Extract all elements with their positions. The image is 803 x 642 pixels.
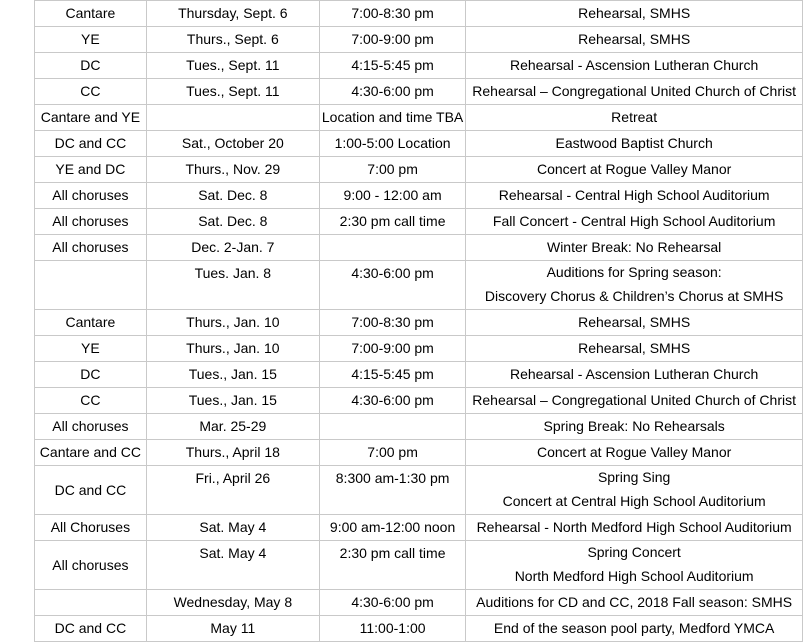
date-cell — [146, 105, 319, 131]
date-cell: Sat. May 4 — [146, 541, 319, 590]
event-cell — [466, 541, 803, 590]
table-row — [35, 261, 803, 310]
table-row — [35, 53, 803, 79]
table-row — [35, 157, 803, 183]
group-cell: All choruses — [35, 183, 147, 209]
time-cell: 9:00 am-12:00 noon — [319, 515, 465, 541]
time-cell: 8:300 am-1:30 pm — [319, 466, 465, 515]
time-cell: 4:30-6:00 pm — [319, 590, 465, 616]
time-cell: 7:00-8:30 pm — [319, 1, 465, 27]
date-cell: Tues. Jan. 8 — [146, 261, 319, 310]
event-line-2: Discovery Chorus & Children’s Chorus at SMHS — [484, 288, 784, 304]
event-cell: Concert at Rogue Valley Manor — [466, 440, 803, 466]
group-cell: YE and DC — [35, 157, 147, 183]
event-cell: Rehearsal - Ascension Lutheran Church — [466, 53, 803, 79]
group-cell: YE — [35, 27, 147, 53]
time-cell: 4:30-6:00 pm — [319, 388, 465, 414]
event-line-2: North Medford High School Auditorium — [514, 568, 754, 584]
group-cell: Cantare — [35, 1, 147, 27]
group-cell: CC — [35, 79, 147, 105]
date-cell: Fri., April 26 — [146, 466, 319, 515]
date-cell: Thurs., Jan. 10 — [146, 336, 319, 362]
table-row — [35, 362, 803, 388]
table-row — [35, 515, 803, 541]
group-cell — [35, 590, 147, 616]
table-row — [35, 235, 803, 261]
group-cell: Cantare and YE — [35, 105, 147, 131]
event-cell: Fall Concert - Central High School Auditorium — [466, 209, 803, 235]
event-cell: Rehearsal – Congregational United Church of Christ — [466, 79, 803, 105]
date-cell: Tues., Sept. 11 — [146, 79, 319, 105]
date-cell: May 11 — [146, 616, 319, 642]
time-cell: 2:30 pm call time — [319, 209, 465, 235]
time-cell: Location and time TBA — [319, 105, 465, 131]
group-cell: DC and CC — [35, 616, 147, 642]
date-cell: Wednesday, May 8 — [146, 590, 319, 616]
event-cell: Eastwood Baptist Church — [466, 131, 803, 157]
event-cell: Winter Break: No Rehearsal — [466, 235, 803, 261]
table-row — [35, 388, 803, 414]
table-row — [35, 105, 803, 131]
table-row — [35, 616, 803, 642]
time-cell: 2:30 pm call time — [319, 541, 465, 590]
event-cell: Rehearsal – Congregational United Church of Christ — [466, 388, 803, 414]
group-cell: All choruses — [35, 541, 147, 590]
event-cell — [466, 466, 803, 515]
time-cell: 7:00-9:00 pm — [319, 336, 465, 362]
date-cell: Tues., Jan. 15 — [146, 388, 319, 414]
group-cell: All choruses — [35, 235, 147, 261]
group-cell: All choruses — [35, 414, 147, 440]
table-row — [35, 131, 803, 157]
time-cell — [319, 235, 465, 261]
date-cell: Tues., Jan. 15 — [146, 362, 319, 388]
group-cell: Cantare and CC — [35, 440, 147, 466]
event-cell: Concert at Rogue Valley Manor — [466, 157, 803, 183]
event-cell: End of the season pool party, Medford YMCA — [466, 616, 803, 642]
schedule-body — [35, 0, 803, 642]
group-cell: DC — [35, 362, 147, 388]
event-line-1: Auditions for Spring season: — [546, 264, 722, 280]
table-row — [35, 590, 803, 616]
event-cell: Rehearsal - Central High School Auditorium — [466, 183, 803, 209]
event-line-1: Spring Sing — [597, 469, 671, 485]
event-cell: Rehearsal - Ascension Lutheran Church — [466, 362, 803, 388]
table-row — [35, 79, 803, 105]
table-row — [35, 541, 803, 590]
table-row — [35, 414, 803, 440]
group-cell: YE — [35, 336, 147, 362]
table-row — [35, 466, 803, 515]
time-cell: 4:15-5:45 pm — [319, 362, 465, 388]
group-cell: All Choruses — [35, 515, 147, 541]
group-cell: CC — [35, 388, 147, 414]
date-cell: Thurs., Sept. 6 — [146, 27, 319, 53]
time-cell: 1:00-5:00 Location — [319, 131, 465, 157]
group-cell: All choruses — [35, 209, 147, 235]
time-cell: 9:00 - 12:00 am — [319, 183, 465, 209]
table-row — [35, 1, 803, 27]
table-row — [35, 27, 803, 53]
event-cell: Rehearsal, SMHS — [466, 1, 803, 27]
group-cell: DC and CC — [35, 131, 147, 157]
event-cell — [466, 261, 803, 310]
table-row — [35, 183, 803, 209]
event-cell: Spring Break: No Rehearsals — [466, 414, 803, 440]
table-row — [35, 310, 803, 336]
event-cell: Retreat — [466, 105, 803, 131]
time-cell: 7:00-8:30 pm — [319, 310, 465, 336]
time-cell: 7:00 pm — [319, 157, 465, 183]
date-cell: Thurs., Nov. 29 — [146, 157, 319, 183]
date-cell: Tues., Sept. 11 — [146, 53, 319, 79]
time-cell: 11:00-1:00 — [319, 616, 465, 642]
table-row — [35, 209, 803, 235]
date-cell: Sat. Dec. 8 — [146, 183, 319, 209]
time-cell: 4:15-5:45 pm — [319, 53, 465, 79]
date-cell: Thurs., April 18 — [146, 440, 319, 466]
date-cell: Thursday, Sept. 6 — [146, 1, 319, 27]
group-cell — [35, 261, 147, 310]
schedule-table — [34, 0, 803, 642]
date-cell: Thurs., Jan. 10 — [146, 310, 319, 336]
group-cell: DC and CC — [35, 466, 147, 515]
event-cell: Rehearsal, SMHS — [466, 27, 803, 53]
event-cell: Rehearsal, SMHS — [466, 336, 803, 362]
time-cell: 4:30-6:00 pm — [319, 79, 465, 105]
date-cell: Mar. 25-29 — [146, 414, 319, 440]
table-row — [35, 440, 803, 466]
table-row — [35, 336, 803, 362]
time-cell — [319, 414, 465, 440]
event-cell: Rehearsal - North Medford High School Auditorium — [466, 515, 803, 541]
date-cell: Dec. 2-Jan. 7 — [146, 235, 319, 261]
date-cell: Sat., October 20 — [146, 131, 319, 157]
event-cell: Auditions for CD and CC, 2018 Fall season: SMHS — [466, 590, 803, 616]
time-cell: 7:00 pm — [319, 440, 465, 466]
event-line-1: Spring Concert — [587, 544, 681, 560]
time-cell: 4:30-6:00 pm — [319, 261, 465, 310]
date-cell: Sat. May 4 — [146, 515, 319, 541]
event-cell: Rehearsal, SMHS — [466, 310, 803, 336]
group-cell: DC — [35, 53, 147, 79]
group-cell: Cantare — [35, 310, 147, 336]
date-cell: Sat. Dec. 8 — [146, 209, 319, 235]
time-cell: 7:00-9:00 pm — [319, 27, 465, 53]
event-line-2: Concert at Central High School Auditorium — [502, 493, 766, 509]
